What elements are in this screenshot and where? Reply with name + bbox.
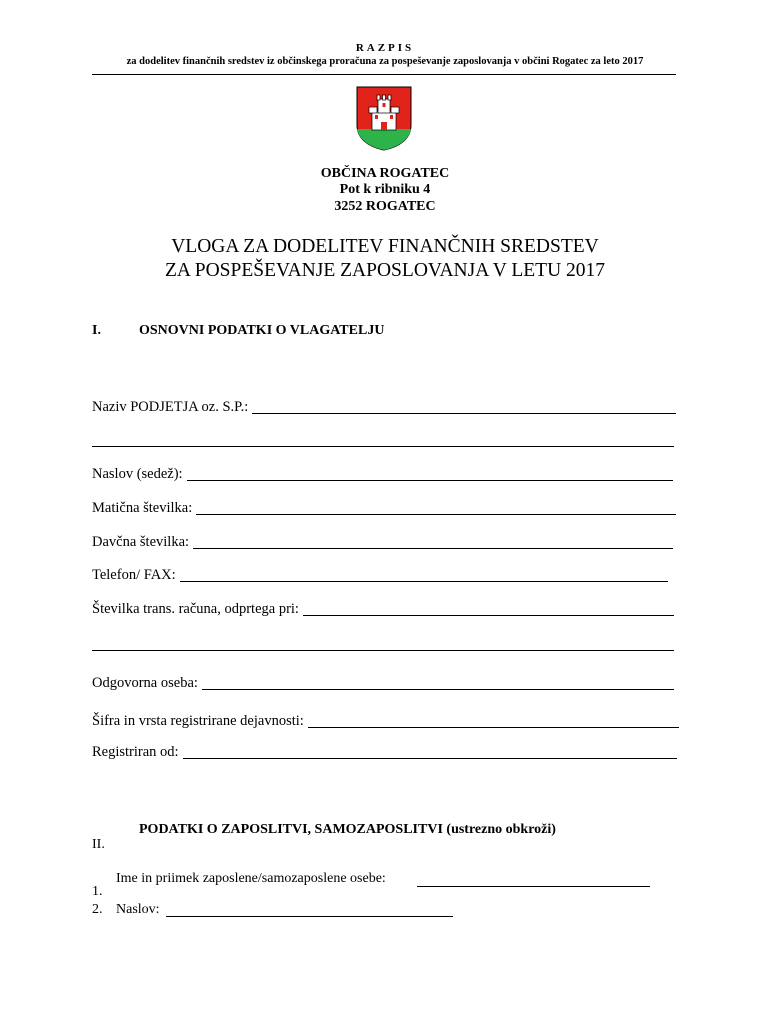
- employee-name-line[interactable]: [417, 886, 650, 887]
- municipality-name: OBČINA ROGATEC: [320, 166, 450, 181]
- employee-address-line[interactable]: [166, 916, 453, 917]
- field-registered-since-label: Registriran od:: [92, 744, 179, 760]
- field-phone-fax[interactable]: [92, 567, 668, 584]
- field-address-label: Naslov (sedež):: [92, 466, 183, 482]
- field-registration-number[interactable]: [92, 500, 676, 517]
- field-company-name-continuation-line[interactable]: [92, 446, 674, 447]
- field-responsible-person-line[interactable]: [202, 676, 674, 690]
- document-title-line-2: ZA POSPEŠEVANJE ZAPOSLOVANJA V LETU 2017: [164, 260, 606, 281]
- field-company-name[interactable]: [92, 399, 676, 416]
- employee-name-label: Ime in priimek zaposlene/samozaposlene osebe:: [116, 871, 386, 886]
- field-address-line[interactable]: [187, 467, 673, 481]
- rogatec-crest-icon: [355, 85, 413, 151]
- section-1-heading: OSNOVNI PODATKI O VLAGATELJU: [139, 323, 385, 338]
- field-tax-number-line[interactable]: [193, 535, 673, 549]
- field-phone-fax-line[interactable]: [180, 568, 668, 582]
- header-title: RAZPIS: [355, 42, 415, 54]
- field-bank-account-continuation-line[interactable]: [92, 650, 674, 651]
- field-phone-fax-label: Telefon/ FAX:: [92, 567, 176, 583]
- municipality-postcode: 3252 ROGATEC: [334, 199, 436, 214]
- field-address[interactable]: [92, 466, 673, 483]
- employee-address-label: Naslov:: [116, 902, 160, 917]
- municipality-street: Pot k ribniku 4: [339, 182, 431, 197]
- field-tax-number[interactable]: [92, 534, 673, 551]
- field-company-name-line[interactable]: [252, 400, 676, 414]
- header-subtitle: za dodelitev finančnih sredstev iz občinskega proračuna za pospeševanje zaposlovanja v občini Rogatec za leto 2017: [126, 56, 644, 67]
- field-responsible-person-label: Odgovorna oseba:: [92, 675, 198, 691]
- section-2-heading: PODATKI O ZAPOSLITVI, SAMOZAPOSLITVI (ustrezno obkroži): [139, 822, 556, 837]
- field-bank-account-label: Številka trans. računa, odprtega pri:: [92, 601, 299, 617]
- field-activity-code[interactable]: [92, 713, 679, 730]
- field-activity-code-line[interactable]: [308, 714, 679, 728]
- header-divider: [92, 74, 676, 75]
- field-company-name-label: Naziv PODJETJA oz. S.P.:: [92, 399, 249, 415]
- field-registered-since[interactable]: [92, 744, 677, 761]
- field-tax-number-label: Davčna številka:: [92, 534, 190, 550]
- section-1-number: I.: [92, 323, 101, 338]
- document-title-line-1: VLOGA ZA DODELITEV FINANČNIH SREDSTEV: [171, 236, 599, 257]
- list-item-1-number: 1.: [92, 884, 103, 899]
- field-registration-number-line[interactable]: [196, 501, 676, 515]
- section-2-number: II.: [92, 837, 105, 852]
- field-bank-account[interactable]: [92, 601, 674, 618]
- field-bank-account-line[interactable]: [303, 602, 674, 616]
- list-item-2-number: 2.: [92, 902, 103, 917]
- field-activity-code-label: Šifra in vrsta registrirane dejavnosti:: [92, 713, 304, 729]
- field-registered-since-line[interactable]: [183, 745, 677, 759]
- field-responsible-person[interactable]: [92, 675, 674, 692]
- field-registration-number-label: Matična številka:: [92, 500, 193, 516]
